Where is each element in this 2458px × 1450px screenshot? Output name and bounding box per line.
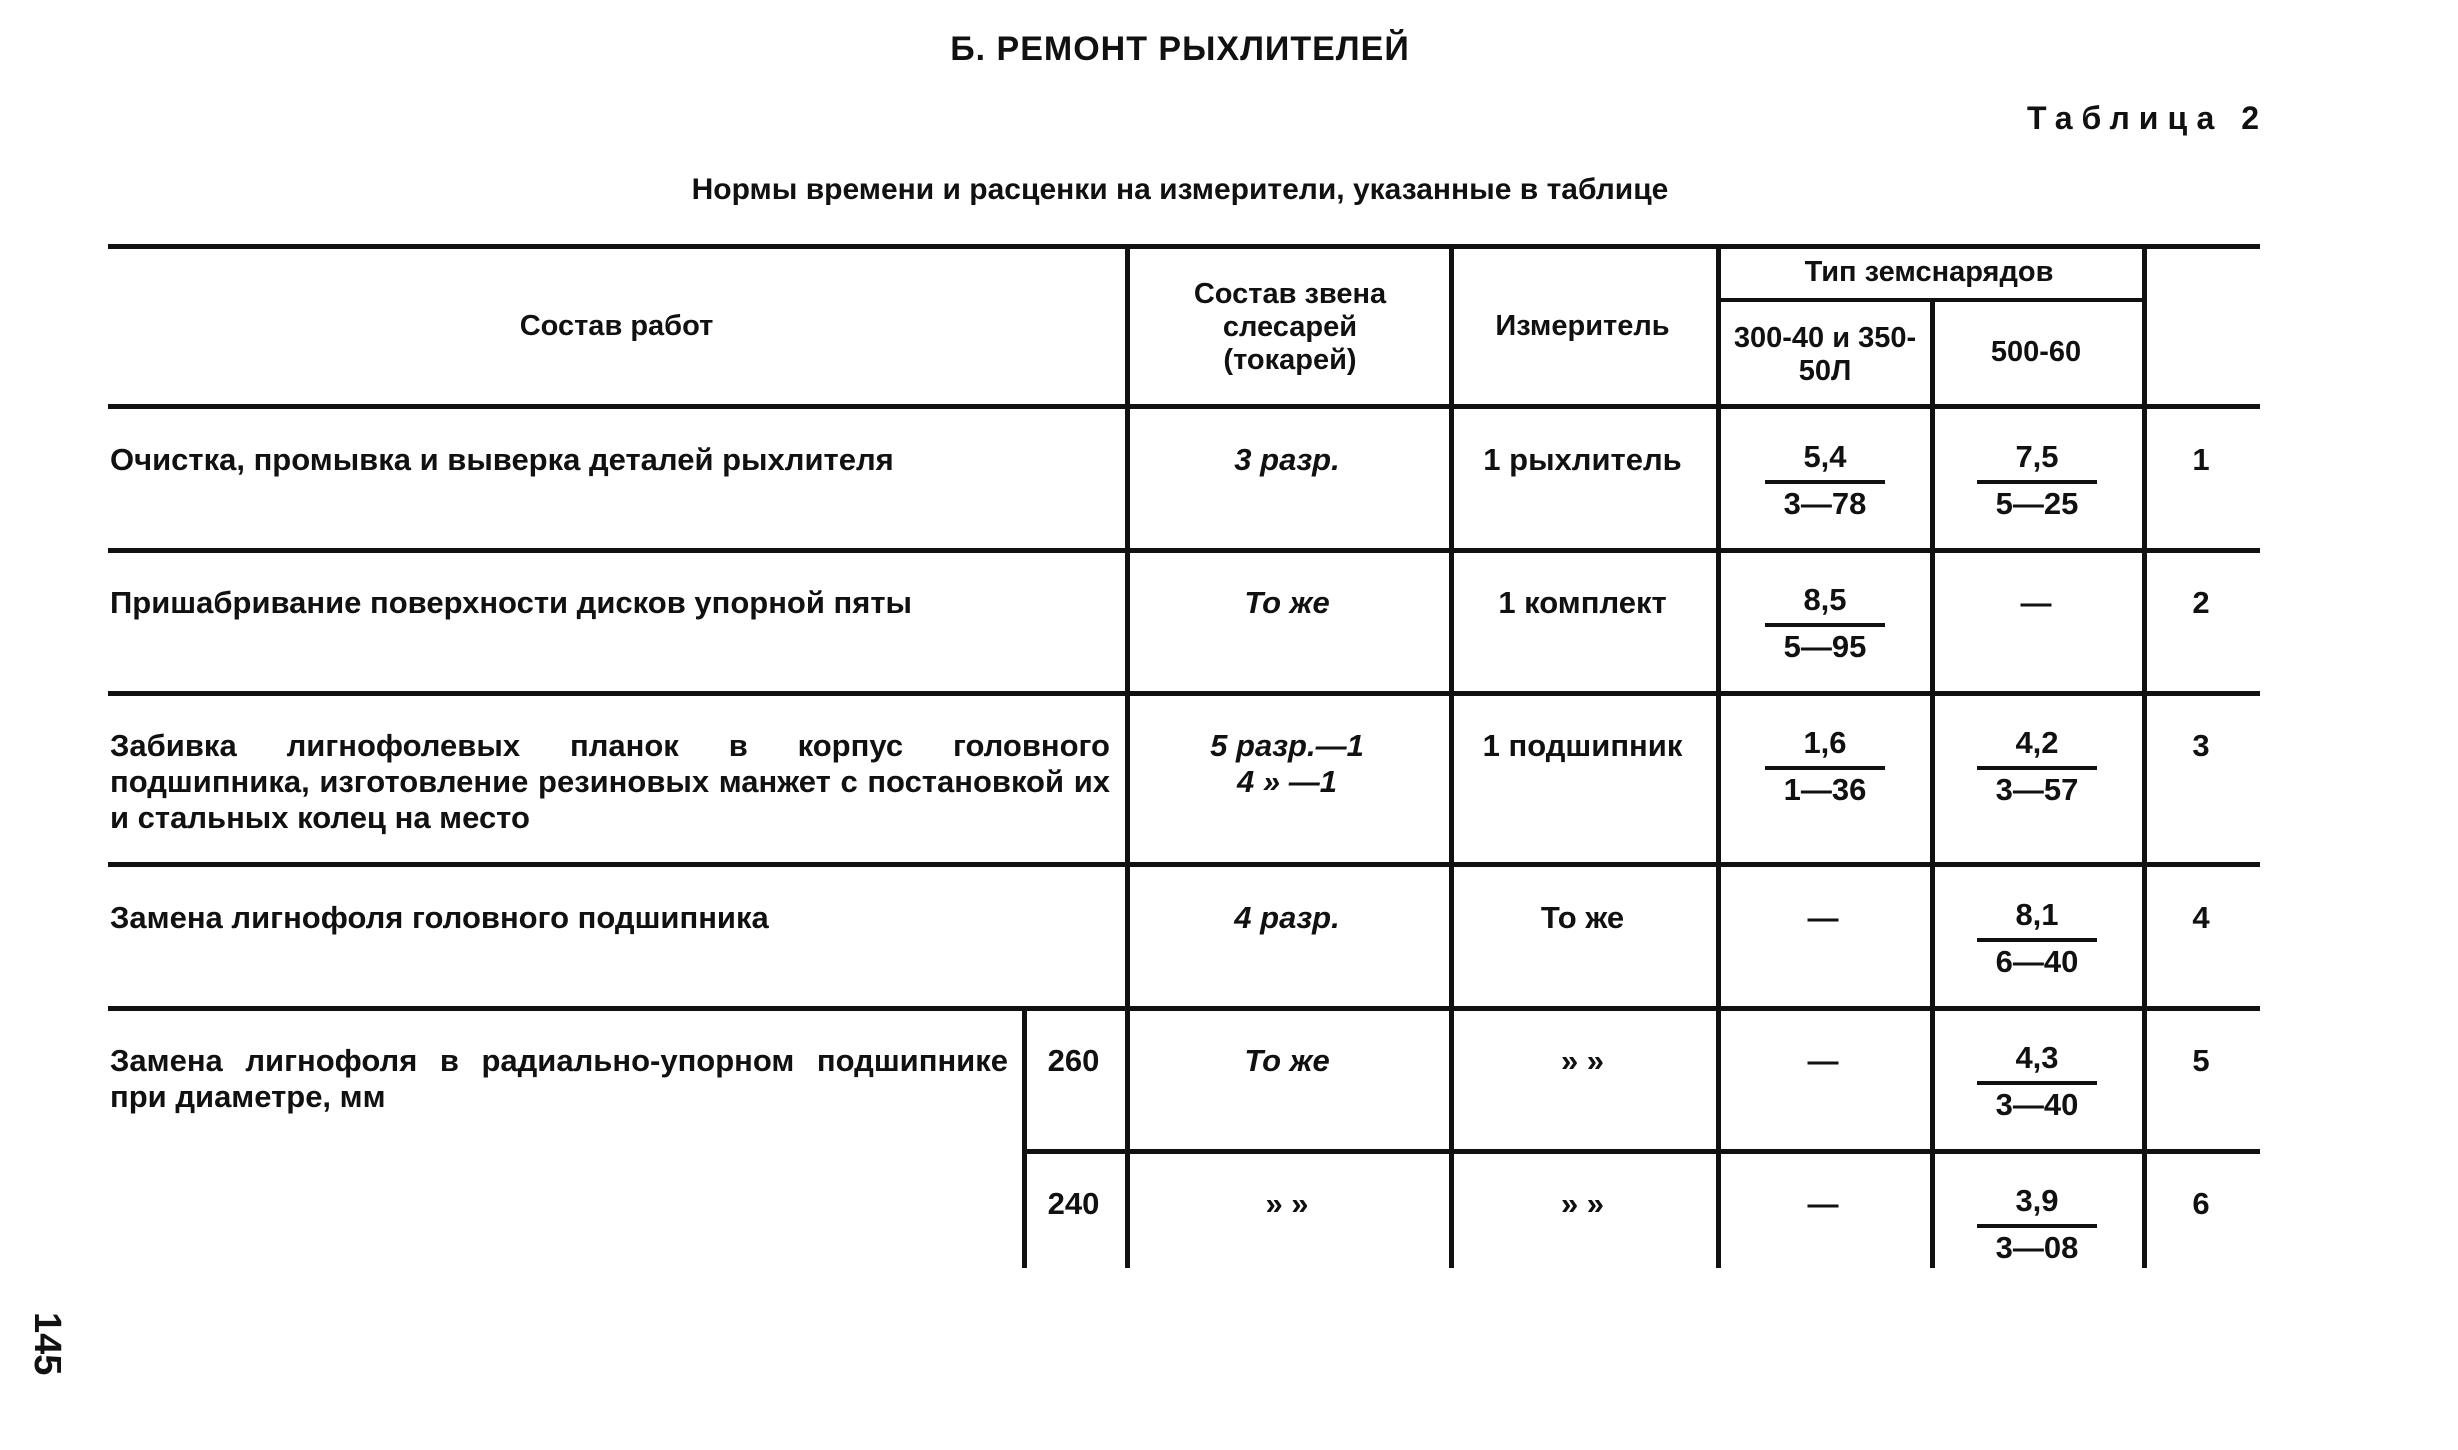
row-4-crew: 4 разр.: [1234, 900, 1340, 935]
row-3-crew-line-2: 4 » —1: [1237, 764, 1337, 799]
row-1-rate-b: $\frac{7,5}{5—25}$: [1977, 438, 2097, 524]
row-3-rate-b: $\frac{4,2}{3—57}$: [1977, 724, 2097, 810]
row-rule: [108, 862, 2260, 867]
table-top-rule: [108, 244, 2260, 249]
row-5-unit: » »: [1560, 1043, 1605, 1078]
header-dredge-type: Тип земснарядов: [1804, 256, 2054, 288]
section-title: Б. РЕМОНТ РЫХЛИТЕЛЕЙ: [950, 30, 1410, 68]
row-1-crew: 3 разр.: [1234, 442, 1340, 477]
row-4-rate-a-dash: —: [1807, 900, 1839, 935]
row-2-rate-a: $\frac{8,5}{5—95}$: [1765, 581, 1885, 667]
row-1-rate-a: $\frac{5,4}{3—78}$: [1765, 438, 1885, 524]
row-4-work: Замена лигнофоля головного подшипника: [110, 900, 769, 935]
row-2-unit: 1 комплект: [1498, 585, 1667, 620]
row-rule: [1022, 1149, 2260, 1154]
row-1-number: 1: [2192, 442, 2210, 477]
header-crew: Состав звена слесарей (токарей): [1193, 278, 1387, 376]
row-6-rate-b: $\frac{3,9}{3—08}$: [1977, 1182, 2097, 1268]
header-type-a: 300-40 и 350-50Л: [1733, 322, 1917, 387]
row-3-number: 3: [2192, 728, 2210, 763]
row-2-number: 2: [2192, 585, 2210, 620]
row-4-rate-b: $\frac{8,1}{6—40}$: [1977, 896, 2097, 982]
row-5-crew: То же: [1244, 1043, 1330, 1078]
page-number: 145: [26, 1312, 68, 1376]
row-2-work: Пришабривание поверхности дисков упорной пяты: [110, 585, 913, 620]
header-bottom-rule: [108, 404, 2260, 409]
row-3-crew-line-1: 5 разр.—1: [1210, 728, 1364, 763]
header-work: Состав работ: [519, 310, 714, 342]
row-3-work: Забивка лигнофолевых планок в корпус головного подшипника, изготовление резиновых манжет с постановкой их и стальных колец на место: [110, 728, 1110, 835]
row-rule: [108, 548, 2260, 553]
header-unit: Измеритель: [1495, 310, 1670, 342]
row-4-number: 4: [2192, 900, 2210, 935]
row-6-rate-a-dash: —: [1807, 1186, 1839, 1221]
header-type-b: 500-60: [1990, 336, 2082, 368]
row-4-unit: То же: [1540, 900, 1625, 935]
row-5-rate-a-dash: —: [1807, 1043, 1839, 1078]
table-label: Таблица 2: [2026, 100, 2268, 136]
row-6-number: 6: [2192, 1186, 2210, 1221]
table-caption: Нормы времени и расценки на измерители, указанные в таблице: [691, 173, 1669, 206]
row-rule: [108, 1006, 2260, 1011]
column-rule: [1930, 298, 1935, 1268]
row-rule: [108, 691, 2260, 696]
row-6-unit: » »: [1560, 1186, 1605, 1221]
row-3-unit: 1 подшипник: [1482, 728, 1683, 763]
row-1-work: Очистка, промывка и выверка деталей рыхлителя: [110, 442, 894, 477]
row-5-work: Замена лигнофоля в радиально-упорном подшипнике при диаметре, мм: [110, 1043, 1008, 1114]
row-5-diameter: 260: [1047, 1043, 1100, 1078]
row-2-crew: То же: [1244, 585, 1330, 620]
column-rule: [1716, 244, 1721, 1268]
row-3-rate-a: $\frac{1,6}{1—36}$: [1765, 724, 1885, 810]
row-1-unit: 1 рыхлитель: [1483, 442, 1682, 477]
row-6-diameter: 240: [1047, 1186, 1100, 1221]
row-5-rate-b: $\frac{4,3}{3—40}$: [1977, 1039, 2097, 1125]
row-2-rate-b-dash: —: [2020, 585, 2052, 620]
row-6-crew: » »: [1265, 1186, 1309, 1221]
row-5-number: 5: [2192, 1043, 2210, 1078]
